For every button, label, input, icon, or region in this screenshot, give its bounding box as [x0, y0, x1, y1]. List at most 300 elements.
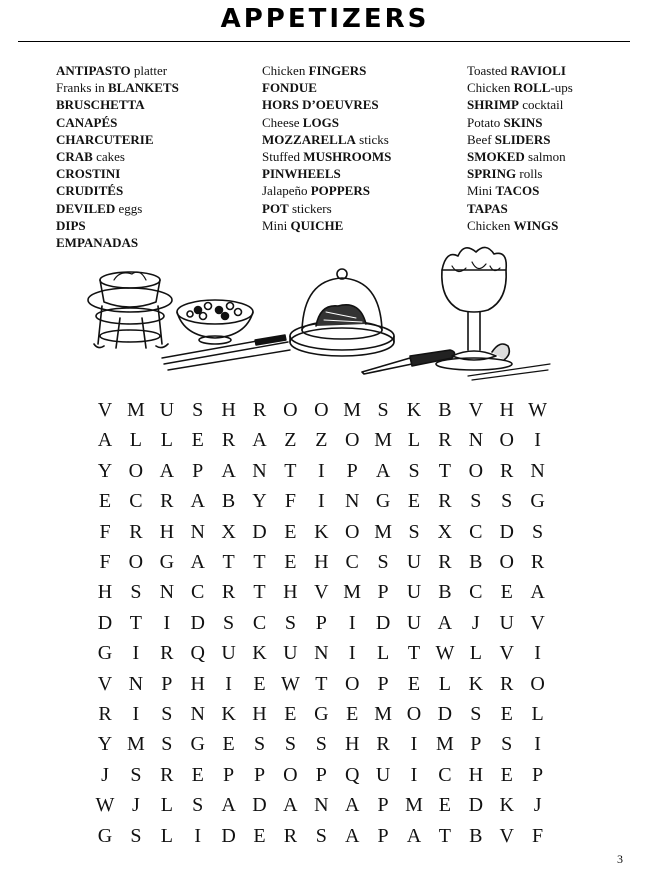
grid-letter[interactable]: P	[346, 459, 358, 482]
grid-letter[interactable]: R	[438, 551, 452, 573]
word-bold: SKINS	[503, 114, 543, 130]
grid-letter[interactable]: A	[375, 459, 391, 482]
grid-letter[interactable]: N	[190, 520, 205, 543]
grid-letter[interactable]: X	[221, 520, 236, 543]
grid-letter[interactable]: T	[222, 551, 235, 573]
grid-letter[interactable]: O	[344, 429, 360, 452]
word-list-item	[262, 182, 462, 199]
grid-letter[interactable]: R	[129, 520, 143, 543]
word-list-item	[262, 114, 462, 131]
grid-letter[interactable]: A	[221, 459, 236, 482]
word-list-item	[262, 131, 462, 148]
grid-letter[interactable]: K	[499, 794, 514, 817]
word-list-column-2	[262, 62, 462, 234]
word-bold: QUICHE	[290, 217, 344, 233]
grid-letter[interactable]: S	[501, 733, 513, 756]
grid-letter[interactable]: O	[314, 399, 329, 421]
grid-letter[interactable]: I	[132, 703, 140, 725]
grid-letter[interactable]: E	[191, 429, 204, 452]
fondue-pot-icon	[88, 272, 172, 348]
grid-letter[interactable]: V	[468, 399, 484, 421]
grid-letter[interactable]: M	[405, 794, 423, 817]
grid-letter[interactable]: I	[410, 733, 418, 756]
word-list-item	[467, 200, 650, 217]
grid-letter[interactable]: H	[314, 551, 329, 573]
grid-letter[interactable]: L	[129, 429, 142, 452]
grid-letter[interactable]: R	[160, 490, 174, 513]
grid-letter[interactable]: N	[190, 703, 205, 725]
grid-letter[interactable]: S	[192, 794, 204, 817]
word-before: Toasted	[467, 63, 511, 78]
grid-letter[interactable]: S	[315, 824, 327, 847]
grid-letter[interactable]: S	[253, 733, 266, 756]
grid-letter[interactable]: I	[348, 611, 356, 634]
grid-letter[interactable]: R	[221, 581, 236, 604]
grid-letter[interactable]: T	[438, 824, 451, 847]
grid-letter[interactable]: H	[283, 581, 298, 604]
word-after: -ups	[550, 80, 573, 96]
grid-letter[interactable]: P	[223, 763, 235, 786]
grid-letter[interactable]: P	[377, 794, 389, 817]
grid-letter[interactable]: J	[471, 611, 480, 634]
grid-letter[interactable]: S	[532, 520, 544, 543]
grid-letter[interactable]: M	[374, 429, 392, 452]
grid-letter[interactable]: T	[253, 581, 266, 604]
grid-letter[interactable]: N	[344, 490, 360, 513]
grid-letter[interactable]: E	[284, 520, 297, 543]
grid-letter[interactable]: M	[435, 733, 454, 756]
grid-letter[interactable]: M	[374, 520, 392, 543]
grid-letter[interactable]: G	[530, 490, 545, 513]
grid-letter[interactable]: M	[126, 399, 145, 421]
grid-letter[interactable]: D	[252, 520, 267, 543]
word-before: Stuffed	[262, 148, 304, 164]
grid-letter[interactable]: V	[499, 824, 514, 847]
grid-letter[interactable]: D	[190, 611, 205, 634]
grid-letter[interactable]: J	[533, 794, 542, 817]
word-list-item	[467, 131, 650, 148]
grid-letter[interactable]: O	[468, 459, 484, 482]
word-bold: FINGERS	[308, 63, 367, 78]
grid-letter[interactable]: F	[99, 551, 111, 573]
title-rule	[18, 41, 630, 42]
word-bold: POPPERS	[310, 183, 370, 199]
grid-letter[interactable]: X	[437, 520, 453, 543]
grid-letter[interactable]: S	[161, 703, 173, 725]
grid-letter[interactable]: H	[468, 763, 484, 786]
word-bold: TACOS	[495, 183, 540, 199]
word-bold: DIPS	[56, 217, 86, 233]
grid-letter[interactable]: C	[469, 581, 483, 604]
grid-letter[interactable]: P	[253, 763, 266, 786]
grid-letter[interactable]: C	[129, 490, 143, 513]
grid-letter[interactable]: P	[315, 611, 327, 634]
grid-letter[interactable]: Q	[344, 763, 360, 786]
grid-letter[interactable]: T	[253, 551, 266, 573]
grid-letter[interactable]: S	[130, 581, 142, 604]
grid-letter[interactable]: U	[406, 611, 422, 634]
grid-letter[interactable]: O	[499, 429, 514, 452]
grid-letter[interactable]: S	[315, 733, 327, 756]
grid-letter[interactable]: K	[221, 703, 236, 725]
grid-letter[interactable]: E	[284, 551, 297, 573]
grid-letter[interactable]: P	[532, 763, 544, 786]
grid-letter[interactable]: G	[190, 733, 205, 756]
grid-letter[interactable]: R	[500, 459, 514, 482]
grid-letter[interactable]: V	[530, 611, 545, 634]
word-bold: SLIDERS	[494, 131, 551, 147]
grid-letter[interactable]: R	[252, 399, 267, 421]
grid-letter[interactable]: Y	[97, 733, 113, 756]
grid-letter[interactable]: D	[499, 520, 514, 543]
grid-letter[interactable]: A	[530, 581, 545, 604]
grid-letter[interactable]: G	[97, 824, 113, 847]
word-bold: SMOKED	[467, 148, 525, 164]
grid-letter[interactable]: O	[344, 672, 360, 695]
grid-letter[interactable]: H	[97, 581, 113, 604]
grid-letter[interactable]: A	[344, 824, 360, 847]
grid-letter[interactable]: E	[98, 490, 112, 513]
word-bold: CRAB	[56, 148, 93, 164]
grid-letter[interactable]: O	[406, 703, 422, 725]
word-bold: CHARCUTERIE	[56, 131, 154, 147]
grid-letter[interactable]: E	[284, 703, 297, 725]
grid-letter[interactable]: U	[283, 642, 298, 665]
grid-letter[interactable]: E	[407, 672, 421, 695]
grid-letter[interactable]: L	[531, 703, 544, 725]
grid-letter[interactable]: O	[344, 520, 360, 543]
grid-letter[interactable]: F	[99, 520, 111, 543]
cloche-platter-icon	[290, 269, 394, 356]
grid-letter[interactable]: L	[160, 794, 173, 817]
grid-letter[interactable]: I	[534, 429, 541, 452]
grid-letter[interactable]: U	[159, 399, 175, 421]
grid-letter[interactable]: V	[97, 399, 113, 421]
word-bold: DEVILED	[56, 200, 116, 216]
grid-letter[interactable]: W	[435, 642, 455, 665]
grid-letter[interactable]: N	[128, 672, 144, 695]
word-before: Chicken	[262, 63, 309, 78]
grid-letter[interactable]: D	[221, 824, 236, 847]
grid-letter[interactable]: A	[437, 611, 453, 634]
grid-letter[interactable]: S	[130, 824, 142, 847]
grid-letter[interactable]: S	[161, 733, 173, 756]
grid-letter[interactable]: O	[283, 763, 298, 786]
grid-letter[interactable]: N	[252, 459, 267, 482]
grid-letter[interactable]: M	[126, 733, 145, 756]
grid-letter[interactable]: L	[438, 672, 451, 695]
grid-letter[interactable]: U	[499, 611, 514, 634]
grid-letter[interactable]: A	[344, 794, 360, 817]
word-list-item	[56, 200, 256, 217]
grid-letter[interactable]: O	[530, 672, 545, 695]
grid-letter[interactable]: B	[438, 581, 452, 604]
grid-letter[interactable]: D	[437, 703, 453, 725]
grid-letter[interactable]: I	[194, 824, 202, 847]
grid-letter[interactable]: S	[377, 399, 389, 421]
word-list-item	[467, 182, 650, 199]
word-list-item	[262, 96, 462, 113]
grid-letter[interactable]: B	[221, 490, 236, 513]
grid-letter[interactable]: I	[348, 642, 356, 665]
grid-letter[interactable]: D	[97, 611, 113, 634]
grid-letter[interactable]: S	[470, 490, 482, 513]
dip-bowl-icon	[177, 300, 253, 344]
grid-letter[interactable]: H	[499, 399, 514, 421]
grid-letter[interactable]: A	[406, 824, 422, 847]
grid-letter[interactable]: I	[317, 459, 325, 482]
grid-letter[interactable]: E	[500, 703, 513, 725]
grid-letter[interactable]: E	[191, 763, 204, 786]
grid-letter[interactable]: P	[315, 763, 327, 786]
grid-letter[interactable]: B	[438, 399, 452, 421]
word-before: Franks in	[56, 80, 108, 96]
grid-letter[interactable]: W	[95, 794, 115, 817]
grid-letter[interactable]: L	[160, 824, 173, 847]
word-after: stickers	[288, 200, 332, 216]
grid-letter[interactable]: R	[283, 824, 298, 847]
word-before: Cheese	[262, 114, 303, 130]
word-bold: RAVIOLI	[510, 63, 566, 78]
grid-letter[interactable]: N	[314, 794, 329, 817]
grid-letter[interactable]: Z	[284, 429, 297, 452]
grid-letter[interactable]: I	[534, 642, 541, 665]
grid-letter[interactable]: T	[438, 459, 451, 482]
word-bold: FONDUE	[262, 80, 317, 96]
grid-letter[interactable]: E	[500, 581, 513, 604]
grid-letter[interactable]: L	[469, 642, 482, 665]
word-list-item	[467, 114, 650, 131]
grid-letter[interactable]: U	[406, 551, 422, 573]
word-bold: TAPAS	[467, 200, 508, 216]
grid-letter[interactable]: H	[252, 703, 267, 725]
grid-letter[interactable]: O	[283, 399, 298, 421]
word-bold: HORS D’OEUVRES	[262, 97, 379, 113]
grid-letter[interactable]: H	[344, 733, 360, 756]
skewers-icon	[162, 335, 290, 370]
grid-letter[interactable]: J	[131, 794, 140, 817]
grid-letter[interactable]: I	[225, 672, 232, 695]
grid-letter[interactable]: A	[252, 429, 267, 452]
grid-letter[interactable]: N	[314, 642, 329, 665]
word-before: Jalapeño	[262, 183, 311, 199]
grid-letter[interactable]: F	[532, 824, 544, 847]
grid-letter[interactable]: V	[97, 672, 113, 695]
grid-letter[interactable]: N	[159, 581, 175, 604]
word-bold: MUSHROOMS	[303, 148, 392, 164]
grid-letter[interactable]: G	[314, 703, 329, 725]
word-before: Chicken	[467, 80, 514, 96]
grid-letter[interactable]: P	[161, 672, 173, 695]
grid-letter[interactable]: S	[284, 611, 296, 634]
grid-letter[interactable]: S	[377, 551, 389, 573]
grid-letter[interactable]: M	[343, 399, 362, 421]
word-list-item	[56, 114, 256, 131]
grid-letter[interactable]: S	[470, 703, 482, 725]
grid-letter[interactable]: N	[468, 429, 484, 452]
grid-letter[interactable]: K	[406, 399, 422, 421]
word-bold: POT	[262, 200, 289, 216]
grid-letter[interactable]: Y	[97, 459, 113, 482]
grid-letter[interactable]: A	[97, 429, 113, 452]
grid-letter[interactable]: P	[470, 733, 482, 756]
grid-letter[interactable]: R	[160, 763, 174, 786]
word-before: Chicken	[467, 217, 514, 233]
word-after: cocktail	[519, 97, 564, 113]
grid-letter[interactable]: C	[345, 551, 359, 573]
grid-letter[interactable]: U	[406, 581, 422, 604]
grid-letter[interactable]: P	[377, 824, 389, 847]
grid-letter[interactable]: G	[97, 642, 113, 665]
grid-letter[interactable]: A	[190, 551, 205, 573]
grid-letter[interactable]: E	[253, 824, 266, 847]
grid-letter[interactable]: L	[407, 429, 421, 452]
grid-letter[interactable]: E	[222, 733, 235, 756]
grid-letter[interactable]: S	[408, 459, 420, 482]
grid-letter[interactable]: S	[408, 520, 420, 543]
grid-letter[interactable]: H	[159, 520, 175, 543]
word-before: Mini	[467, 183, 496, 199]
grid-letter[interactable]: R	[160, 642, 174, 665]
word-bold: CANAPÉS	[56, 114, 118, 130]
grid-letter[interactable]: T	[407, 642, 421, 665]
word-list-item	[56, 62, 256, 79]
grid-letter[interactable]: K	[314, 520, 329, 543]
grid-letter[interactable]: R	[438, 429, 452, 452]
grid-letter[interactable]: R	[98, 703, 112, 725]
grid-letter[interactable]: S	[501, 490, 513, 513]
grid-letter[interactable]: H	[190, 672, 205, 695]
word-bold: SHRIMP	[467, 97, 519, 113]
word-bold: CRUDITÉS	[56, 183, 124, 199]
word-list-item	[467, 148, 650, 165]
word-bold: ROLL	[513, 80, 551, 96]
grid-letter[interactable]: E	[407, 490, 421, 513]
word-list-column-1	[56, 62, 256, 251]
word-list-item	[56, 131, 256, 148]
word-before: Beef	[467, 131, 495, 147]
grid-letter[interactable]: H	[221, 399, 236, 421]
grid-letter[interactable]: R	[376, 733, 390, 756]
grid-letter[interactable]: W	[280, 672, 300, 695]
grid-letter[interactable]: T	[129, 611, 142, 634]
grid-letter[interactable]: A	[283, 794, 298, 817]
grid-letter[interactable]: D	[252, 794, 267, 817]
grid-letter[interactable]: F	[284, 490, 296, 513]
grid-letter[interactable]: I	[163, 611, 171, 634]
page-title: APPETIZERS	[220, 4, 430, 34]
grid-letter[interactable]: O	[128, 459, 144, 482]
word-list-item	[467, 165, 650, 182]
word-list-item	[262, 165, 462, 182]
grid-letter[interactable]: V	[499, 642, 514, 665]
grid-letter[interactable]: U	[375, 763, 391, 786]
grid-letter[interactable]: Q	[190, 642, 205, 665]
grid-letter[interactable]: R	[221, 429, 236, 452]
appetizers-illustration	[80, 240, 590, 390]
word-list-item	[467, 79, 650, 96]
grid-letter[interactable]: L	[160, 429, 173, 452]
grid-letter[interactable]: E	[346, 703, 359, 725]
grid-letter[interactable]: S	[284, 733, 296, 756]
grid-letter[interactable]: Y	[252, 490, 267, 513]
grid-letter[interactable]: O	[128, 551, 144, 573]
grid-letter[interactable]: O	[499, 551, 514, 573]
grid-letter[interactable]: C	[252, 611, 267, 634]
grid-letter[interactable]: L	[376, 642, 390, 665]
word-after: platter	[130, 63, 168, 78]
grid-letter[interactable]: T	[284, 459, 297, 482]
grid-letter[interactable]: V	[314, 581, 329, 604]
grid-letter[interactable]: R	[438, 490, 452, 513]
grid-letter[interactable]: P	[192, 459, 204, 482]
grid-letter[interactable]: U	[221, 642, 236, 665]
grid-letter[interactable]: M	[374, 703, 392, 725]
grid-letter[interactable]: S	[130, 763, 142, 786]
grid-letter[interactable]: E	[438, 794, 451, 817]
grid-letter[interactable]: T	[315, 672, 328, 695]
grid-letter[interactable]: M	[343, 581, 362, 604]
grid-letter[interactable]: A	[159, 459, 175, 482]
grid-letter[interactable]: D	[468, 794, 484, 817]
word-bold: ANTIPASTO	[56, 63, 131, 78]
grid-letter[interactable]: N	[530, 459, 545, 482]
word-bold: BRUSCHETTA	[56, 97, 145, 113]
grid-letter[interactable]: D	[375, 611, 391, 634]
grid-letter[interactable]: C	[469, 520, 483, 543]
grid-letter[interactable]: E	[500, 763, 513, 786]
grid-letter[interactable]: I	[317, 490, 325, 513]
grid-letter[interactable]: R	[530, 551, 545, 573]
grid-letter[interactable]: W	[528, 399, 548, 421]
word-list-item	[56, 165, 256, 182]
grid-letter[interactable]: I	[410, 763, 418, 786]
word-after: eggs	[115, 200, 143, 216]
grid-letter[interactable]: S	[192, 399, 204, 421]
word-bold: PINWHEELS	[262, 166, 341, 182]
word-list-item	[56, 217, 256, 234]
grid-letter[interactable]: B	[469, 824, 483, 847]
grid-letter[interactable]: G	[375, 490, 391, 513]
grid-letter[interactable]: B	[469, 551, 483, 573]
grid-letter[interactable]: J	[101, 763, 109, 786]
grid-letter[interactable]: C	[191, 581, 205, 604]
word-bold: BLANKETS	[108, 80, 179, 96]
grid-letter[interactable]: R	[500, 672, 514, 695]
grid-letter[interactable]: A	[190, 490, 205, 513]
word-list-item	[56, 96, 256, 113]
grid-letter[interactable]: I	[132, 642, 140, 665]
word-list-item	[262, 62, 462, 79]
grid-letter[interactable]: Z	[315, 429, 328, 452]
grid-letter[interactable]: E	[253, 672, 266, 695]
grid-letter[interactable]: I	[534, 733, 541, 756]
word-list-item	[262, 148, 462, 165]
grid-letter[interactable]: C	[438, 763, 452, 786]
shrimp-cocktail-icon	[436, 247, 550, 380]
word-list-item	[467, 96, 650, 113]
grid-letter[interactable]: P	[377, 581, 389, 604]
word-bold: LOGS	[302, 114, 339, 130]
word-before: Potato	[467, 114, 504, 130]
knife-icon	[362, 350, 455, 374]
grid-letter[interactable]: S	[223, 611, 235, 634]
grid-letter[interactable]: A	[221, 794, 236, 817]
grid-letter[interactable]: P	[377, 672, 389, 695]
grid-letter[interactable]: K	[252, 642, 267, 665]
grid-letter[interactable]: G	[159, 551, 175, 573]
grid-letter[interactable]: K	[468, 672, 484, 695]
